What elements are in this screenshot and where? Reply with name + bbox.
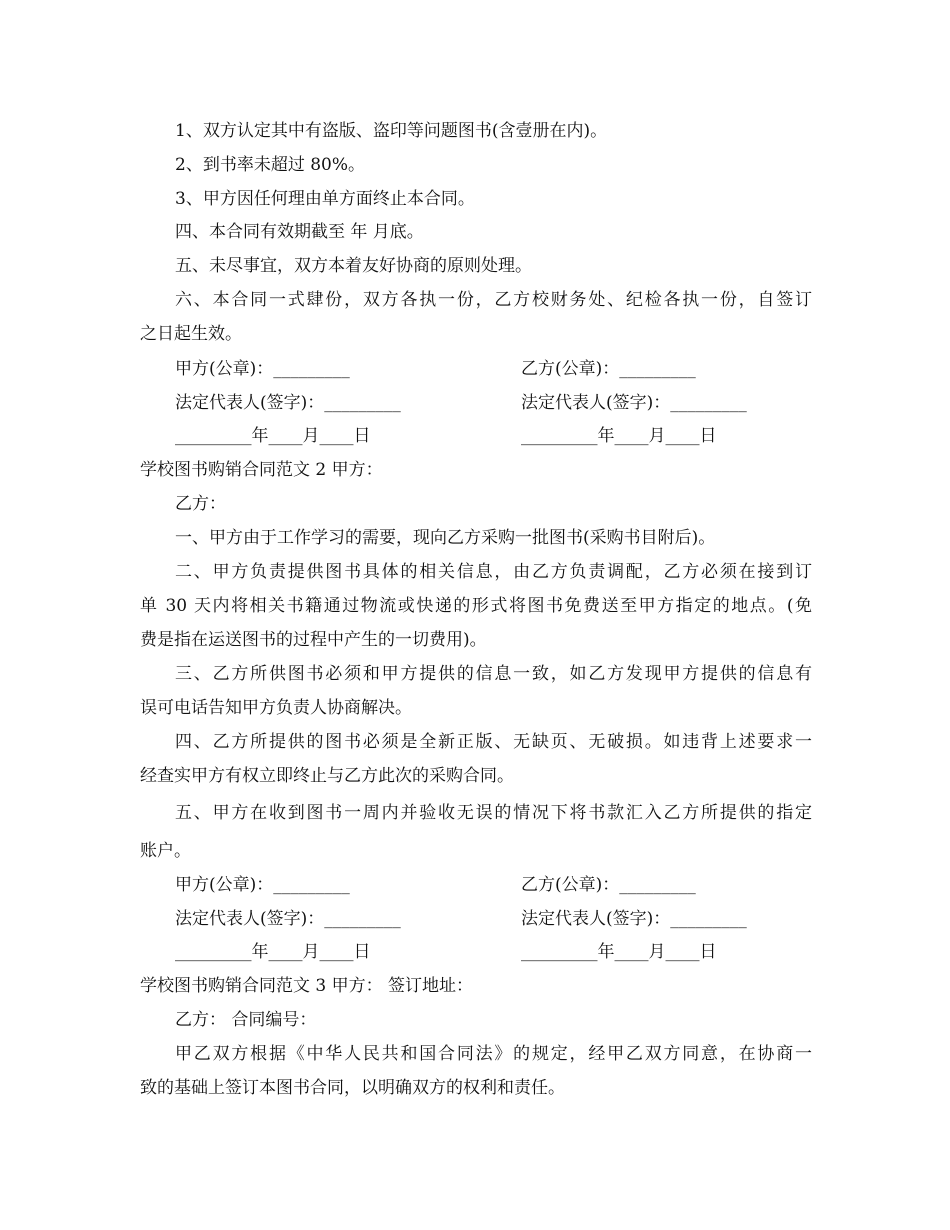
party-b-representative: 法定代表人(签字)：_________	[521, 909, 747, 929]
party-a-date: _________年____月____日	[175, 942, 371, 962]
section-2-clause-2-line-2: 单 30 天内将相关书籍通过物流或快递的形式将图书免费送至甲方指定的地点。(免	[140, 596, 812, 616]
clause-4: 四、本合同有效期截至 年 月底。	[175, 222, 424, 242]
item-3: 3、甲方因任何理由单方面终止本合同。	[175, 189, 475, 209]
section-3-intro-line-2: 致的基础上签订本图书合同，以明确双方的权利和责任。	[140, 1078, 565, 1098]
item-1: 1、双方认定其中有盗版、盗印等问题图书(含壹册在内)。	[175, 121, 608, 141]
section-2-clause-3-line-1: 三、乙方所供图书必须和甲方提供的信息一致，如乙方发现甲方提供的信息有	[175, 664, 812, 684]
section-2-clause-4-line-2: 经查实甲方有权立即终止与乙方此次的采购合同。	[140, 766, 514, 786]
section-2-clause-2-line-3: 费是指在运送图书的过程中产生的一切费用)。	[140, 630, 487, 650]
party-b-seal: 乙方(公章)：_________	[521, 875, 696, 895]
party-b-representative: 法定代表人(签字)：_________	[521, 393, 747, 413]
party-b-date: _________年____月____日	[521, 942, 717, 962]
clause-6-line-1: 六、本合同一式肆份，双方各执一份，乙方校财务处、纪检各执一份，自签订	[175, 290, 812, 310]
party-a-representative: 法定代表人(签字)：_________	[175, 393, 401, 413]
clause-6-line-2: 之日起生效。	[140, 324, 242, 344]
section-2-clause-5-line-1: 五、甲方在收到图书一周内并验收无误的情况下将书款汇入乙方所提供的指定	[175, 803, 812, 823]
party-a-seal: 甲方(公章)：_________	[175, 875, 350, 895]
section-2-clause-5-line-2: 账户。	[140, 841, 191, 861]
section-2-clause-3-line-2: 误可电话告知甲方负责人协商解决。	[140, 698, 412, 718]
section-2-party-b: 乙方：	[175, 494, 226, 514]
section-2-clause-1: 一、甲方由于工作学习的需要，现向乙方采购一批图书(采购书目附后)。	[175, 528, 716, 548]
section-3-heading: 学校图书购销合同范文 3 甲方： 签订地址：	[140, 976, 474, 996]
section-3-party-b: 乙方： 合同编号：	[175, 1010, 317, 1030]
party-b-date: _________年____月____日	[521, 426, 717, 446]
section-2-clause-4-line-1: 四、乙方所提供的图书必须是全新正版、无缺页、无破损。如违背上述要求一	[175, 732, 812, 752]
party-a-date: _________年____月____日	[175, 426, 371, 446]
item-2: 2、到书率未超过 80%。	[175, 155, 366, 175]
section-2-clause-2-line-1: 二、甲方负责提供图书具体的相关信息，由乙方负责调配，乙方必须在接到订	[175, 562, 812, 582]
section-3-intro-line-1: 甲乙双方根据《中华人民共和国合同法》的规定，经甲乙双方同意，在协商一	[175, 1044, 812, 1064]
section-2-heading: 学校图书购销合同范文 2 甲方：	[140, 460, 383, 480]
party-a-representative: 法定代表人(签字)：_________	[175, 909, 401, 929]
clause-5: 五、未尽事宜，双方本着友好协商的原则处理。	[175, 256, 532, 276]
party-b-seal: 乙方(公章)：_________	[521, 359, 696, 379]
party-a-seal: 甲方(公章)：_________	[175, 359, 350, 379]
